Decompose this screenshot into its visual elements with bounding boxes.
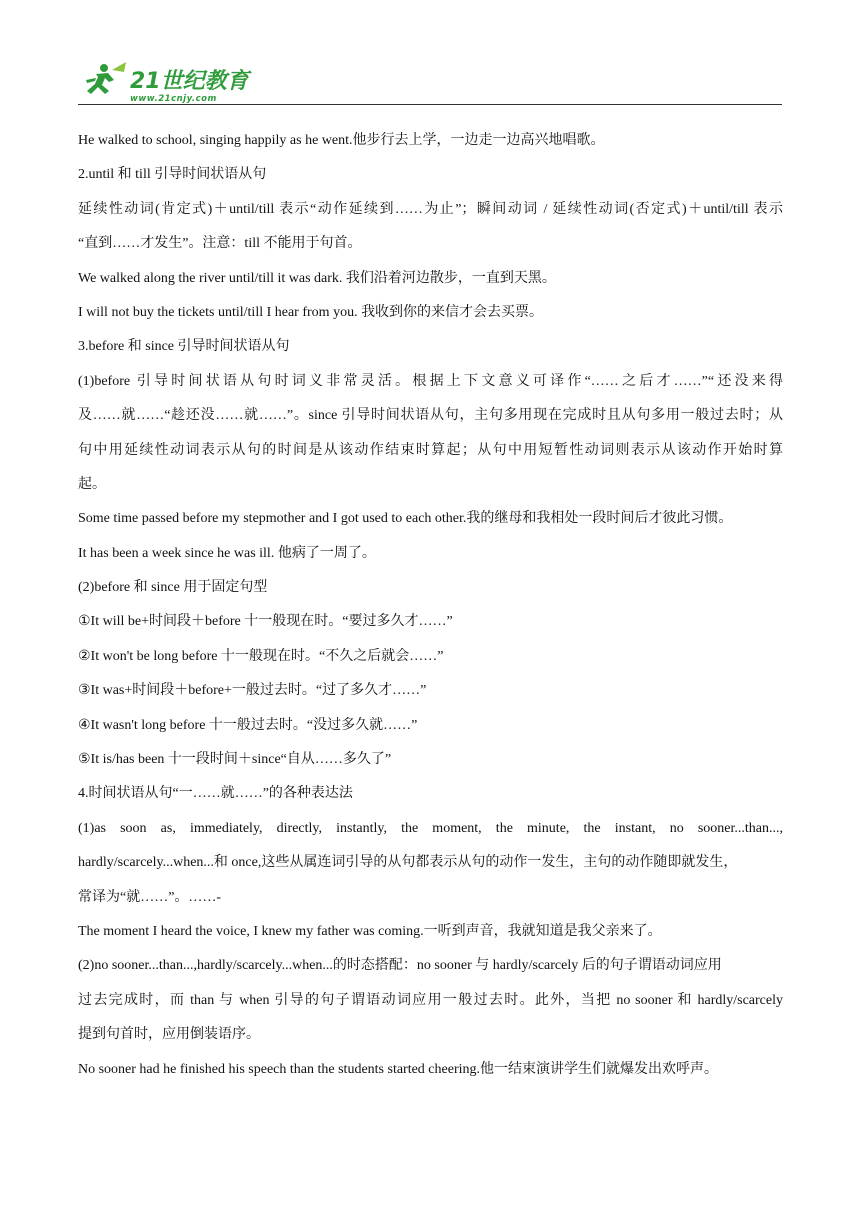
- section-heading: 4.时间状语从句“一……就……”的各种表达法: [78, 786, 353, 802]
- runner-icon: [86, 62, 126, 94]
- pattern-item: ②It won't be long before 十一般现在时。“不久之后就会……”: [78, 648, 444, 664]
- example-sentence: We walked along the river until/till it was dark. 我们沿着河边散步，一直到天黑。: [78, 270, 556, 286]
- section-heading: 2.until 和 till 引导时间状语从句: [78, 167, 267, 183]
- subsection-heading: (2)before 和 since 用于固定句型: [78, 580, 268, 596]
- example-sentence: Some time passed before my stepmother and I got used to each other.我的继母和我相处一段时间后才彼此习惯。: [78, 511, 733, 527]
- paragraph-line: 起。: [78, 476, 106, 492]
- paragraph-line: 常译为“就……”。……-: [78, 889, 222, 905]
- header-divider: [78, 104, 782, 105]
- logo-url: www.21cnjy.com: [130, 94, 217, 104]
- paragraph-line: 过去完成时，而 than 与 when 引导的句子谓语动词应用一般过去时。此外，当把 no sooner 和 hardly/scarcely: [78, 992, 783, 1008]
- page-header: [78, 56, 782, 106]
- example-sentence: It has been a week since he was ill. 他病了一周了。: [78, 545, 376, 561]
- paragraph-line: 提到句首时，应用倒装语序。: [78, 1027, 260, 1043]
- example-sentence: He walked to school, singing happily as he went.他步行去上学，一边走一边高兴地唱歌。: [78, 133, 605, 148]
- example-sentence: The moment I heard the voice, I knew my father was coming.一听到声音，我就知道是我父亲来了。: [78, 923, 662, 939]
- logo-21cnjy: [78, 58, 268, 104]
- example-sentence: I will not buy the tickets until/till I hear from you. 我收到你的来信才会去买票。: [78, 304, 544, 320]
- paragraph-line: 延续性动词(肯定式)＋until/till 表示“动作延续到……为止”；瞬间动词 / 延续性动词(否定式)＋until/till 表示: [78, 201, 783, 217]
- paragraph-line: 句中用延续性动词表示从句的时间是从该动作结束时算起；从句中用短暂性动词则表示从该动作开始时算: [78, 442, 783, 458]
- pattern-item: ①It will be+时间段＋before 十一般现在时。“要过多久才……”: [78, 614, 453, 630]
- pattern-item: ⑤It is/has been 十一段时间＋since“自从……多久了”: [78, 752, 392, 768]
- paragraph-line: 及……就……“趁还没……就……”。since 引导时间状语从句，主句多用现在完成时且从句多用一般过去时；从: [78, 408, 783, 424]
- paragraph-line: (1)as soon as, immediately, directly, instantly, the moment, the minute, the instant, no sooner...than...,: [78, 820, 783, 836]
- paragraph-line: hardly/scarcely...when...和 once,这些从属连词引导的从句都表示从句的动作一发生，主句的动作随即就发生，: [78, 855, 738, 871]
- section-heading: 3.before 和 since 引导时间状语从句: [78, 339, 290, 355]
- pattern-item: ③It was+时间段＋before+一般过去时。“过了多久才……”: [78, 683, 427, 699]
- paragraph-line: “直到……才发生”。注意：till 不能用于句首。: [78, 236, 362, 252]
- example-sentence: No sooner had he finished his speech than the students started cheering.他一结束演讲学生们就爆发出欢呼声。: [78, 1061, 718, 1077]
- paragraph-line: (2)no sooner...than...,hardly/scarcely...when...的时态搭配：no sooner 与 hardly/scarcely 后的句子谓语动词应用: [78, 958, 722, 974]
- logo-text: 21世纪教育: [130, 69, 249, 94]
- document-body: [78, 124, 783, 1087]
- pattern-item: ④It wasn't long before 十一般过去时。“没过多久就……”: [78, 717, 418, 733]
- paragraph-line: (1)before 引导时间状语从句时词义非常灵活。根据上下文意义可译作“……之后才……”“还没来得: [78, 373, 783, 389]
